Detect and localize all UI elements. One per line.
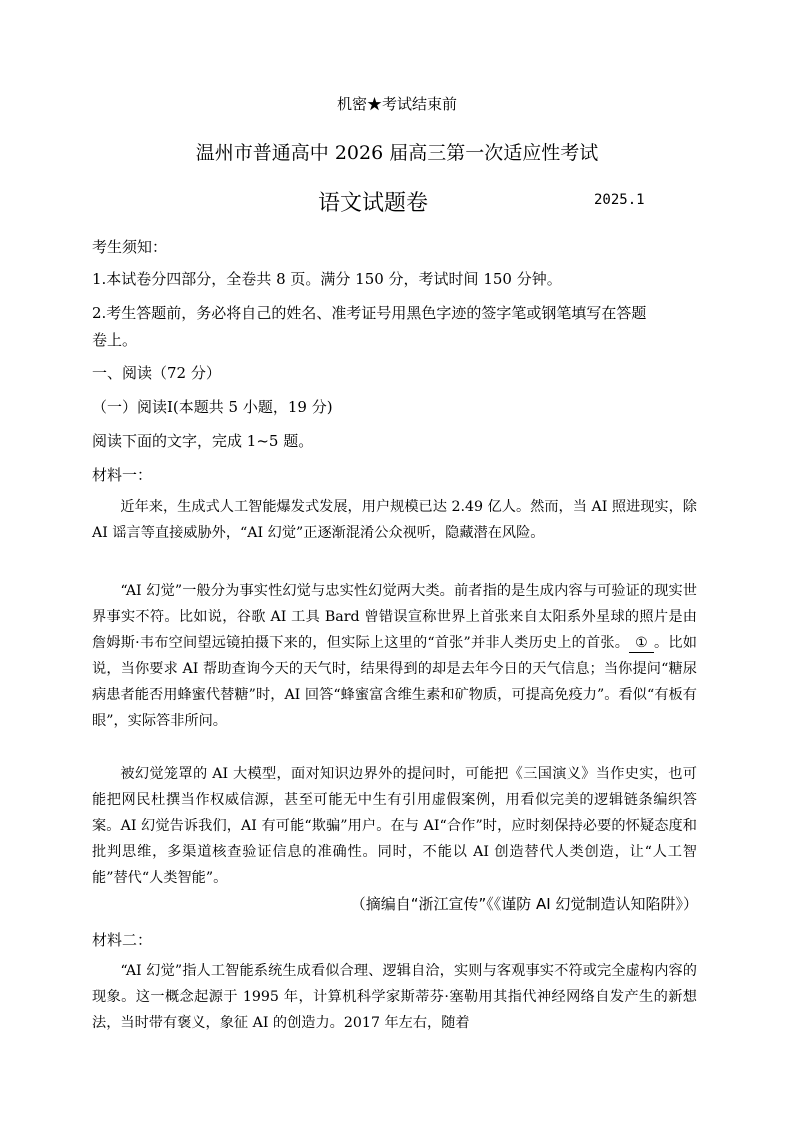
material-2-label: 材料二：: [92, 931, 153, 949]
material-1-paragraph-2: [92, 578, 697, 734]
notice-item-2-line-2: 卷上。: [92, 331, 138, 349]
material-1-paragraph-1: 近年来，生成式人工智能爆发式发展，用户规模已达 2.49 亿人。然而，当 AI 照进现实，除 AI 谣言等直接威胁外，“AI 幻觉”正逐渐混淆公众视听，隐藏潜在风险。: [92, 499, 697, 541]
material-1-label: 材料一：: [92, 466, 153, 484]
material-2-paragraph-1: “AI 幻觉”指人工智能系统生成看似合理、逻辑自洽，实则与客观事实不符或完全虚构内容的现象。这一概念起源于 1995 年，计算机科学家斯蒂芬·塞勒用其指代神经网络自发产生的新想法，当时带有褒义，象征 AI 的创造力。2017 年左右，随着: [92, 963, 697, 1031]
paragraph-2-text-b: 。比如说，当你要求 AI 帮助查询今天的天气时，结果得到的却是去年今日的天气信息；当你提问“糖尿病患者能否用蜂蜜代替糖”时，AI 回答“蜂蜜富含维生素和矿物质，可提高免疫力”。看似“有板有眼”，实际答非所问。: [92, 635, 697, 729]
part-title: （一）阅读Ⅰ(本题共 5 小题，19 分): [92, 398, 333, 416]
notice-item-2-line-1: 2.考生答题前，务必将自己的姓名、准考证号用黑色字迹的签字笔或钢笔填写在答题: [92, 304, 647, 322]
notice-label: 考生须知：: [92, 238, 168, 256]
secret-label: 机密★考试结束前: [336, 95, 457, 113]
material-1-paragraph-3: 被幻觉笼罩的 AI 大模型，面对知识边界外的提问时，可能把《三国演义》当作史实，也可能把网民杜撰当作权威信源，甚至可能无中生有引用虚假案例，用看似完美的逻辑链条编织答案。AI 幻觉告诉我们，AI 有可能“欺骗”用户。在与 AI“合作”时，应时刻保持必要的怀疑态度和批判思维，多渠道核查验证信息的准确性。同时，不能以 AI 创造替代人类创造，让“人工智能”替代“人类智能”。: [92, 766, 697, 886]
exam-date: 2025.1: [594, 192, 645, 208]
exam-title: 温州市普通高中 2026 届高三第一次适应性考试: [195, 142, 599, 164]
instruction: 阅读下面的文字，完成 1~5 题。: [92, 432, 314, 450]
material-1-source: （摘编自“浙江宣传”《《谨防 AI 幻觉制造认知陷阱》）: [350, 895, 698, 913]
fill-blank-1: ①: [629, 634, 654, 653]
section-title: 一、阅读（72 分）: [92, 364, 221, 382]
notice-item-1: 1.本试卷分四部分，全卷共 8 页。满分 150 分，考试时间 150 分钟。: [92, 270, 562, 288]
subject-title: 语文试题卷: [318, 191, 429, 216]
paragraph-2-text-a: “AI 幻觉”一般分为事实性幻觉与忠实性幻觉两大类。前者指的是生成内容与可验证的现实世界事实不符。比如说，谷歌 AI 工具 Bard 曾错误宣称世界上首张来自太阳系外星球的照片是由詹姆斯·韦布空间望远镜拍摄下来的，但实际上这里的“首张”并非人类历史上的首张。: [92, 583, 697, 651]
